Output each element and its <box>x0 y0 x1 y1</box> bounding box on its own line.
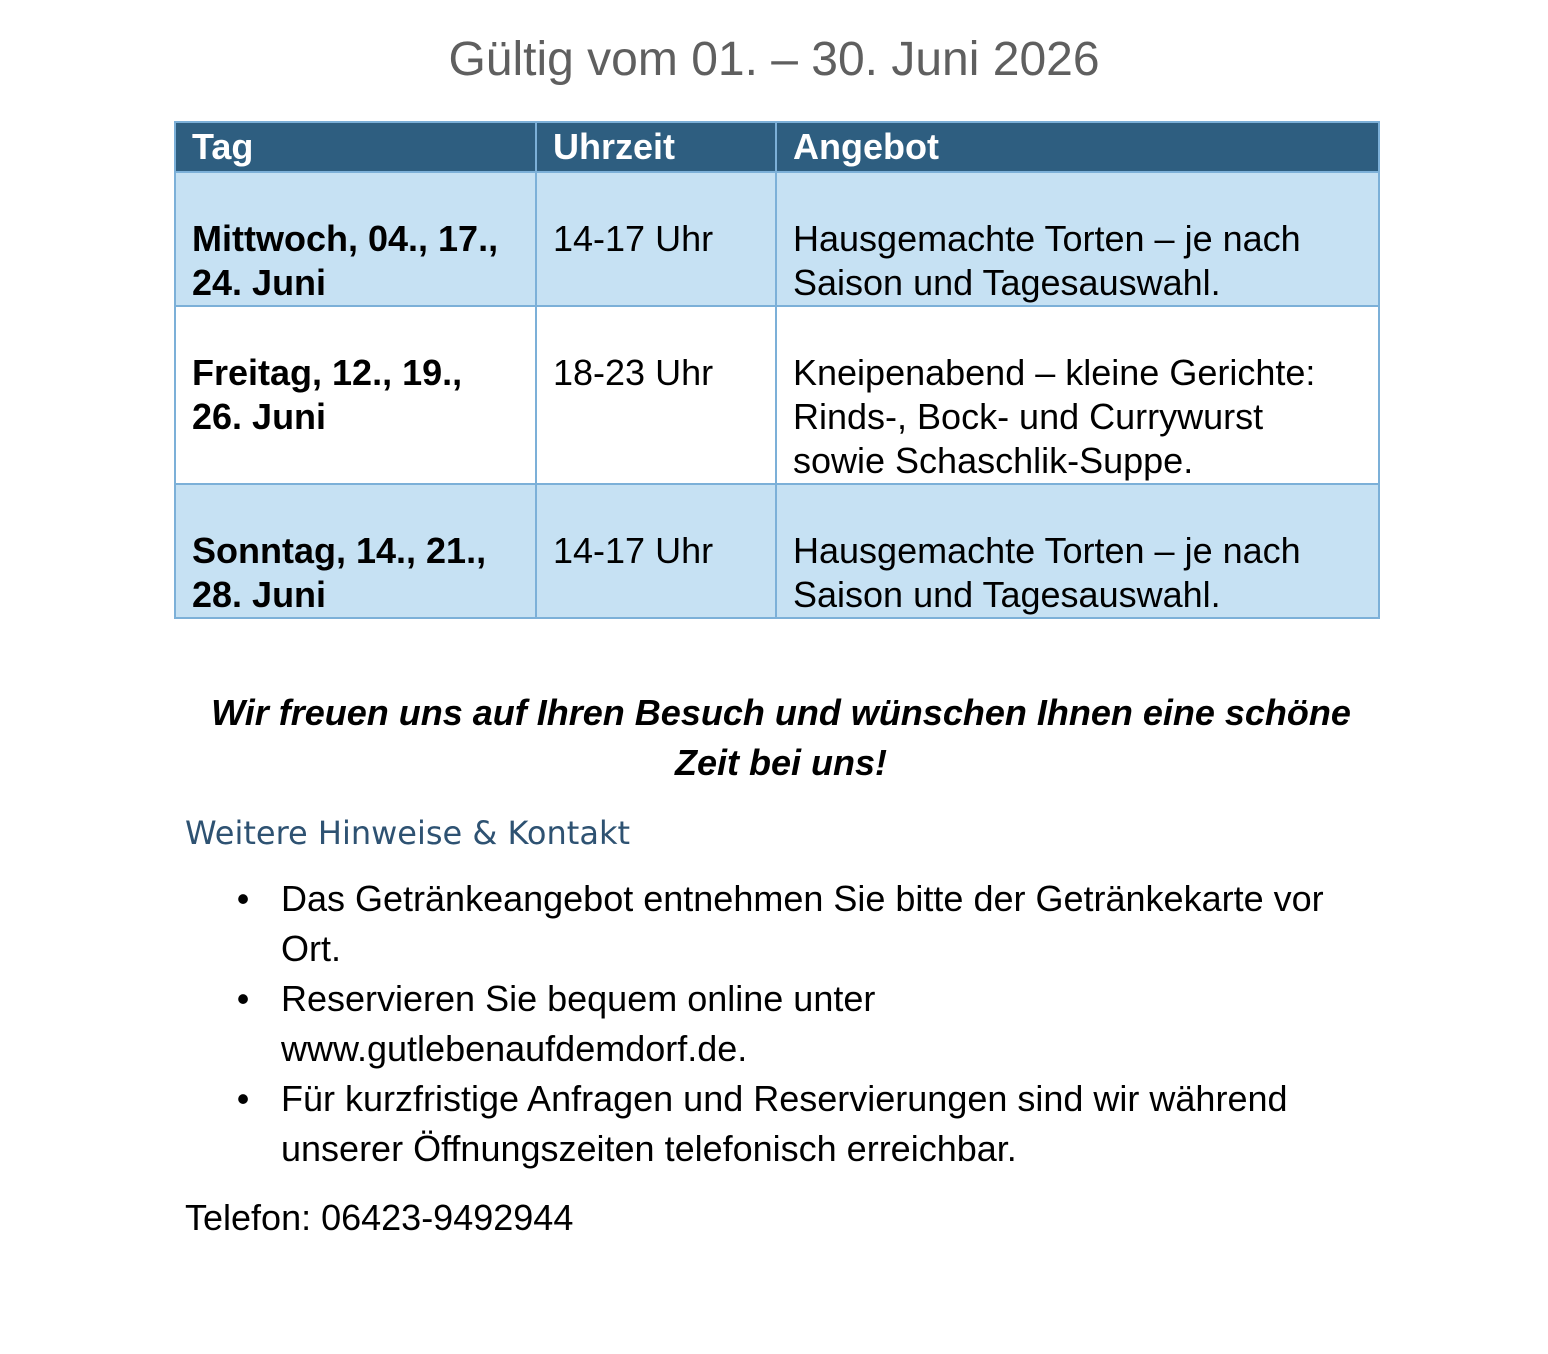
table-row <box>175 306 1379 484</box>
closing-message <box>174 688 1388 788</box>
day-cell <box>175 484 536 618</box>
bullet-icon: • <box>236 1078 250 1119</box>
day-cell <box>175 172 536 306</box>
offer-cell <box>776 306 1379 484</box>
note-line1: Das Getränkeangebot entnehmen Sie bitte der Getränkekarte vor <box>281 878 1324 919</box>
offer-cell <box>776 172 1379 306</box>
offer-line2: Saison und Tagesauswahl. <box>793 262 1221 303</box>
bullet-icon: • <box>236 878 250 919</box>
day-label-line1: Freitag, 12., 19., <box>192 352 463 393</box>
schedule-table <box>174 121 1380 619</box>
column-header-offer: Angebot <box>776 122 1379 172</box>
time-cell <box>536 172 776 306</box>
day-label-line1: Sonntag, 14., 21., <box>192 530 487 571</box>
section-heading-contact: Weitere Hinweise & Kontakt <box>185 814 631 852</box>
table-row <box>175 172 1379 306</box>
validity-heading: Gültig vom 01. – 30. Juni 2026 <box>448 33 1100 86</box>
list-item <box>233 874 1383 974</box>
offer-line3: sowie Schaschlik-Suppe. <box>793 440 1194 481</box>
day-label-line2: 26. Juni <box>192 396 327 437</box>
time-cell <box>536 306 776 484</box>
bullet-icon: • <box>236 978 250 1019</box>
note-line1: Für kurzfristige Anfragen und Reservierungen sind wir während <box>281 1078 1288 1119</box>
note-line2: unserer Öffnungszeiten telefonisch erreichbar. <box>281 1128 1017 1169</box>
time-label: 14-17 Uhr <box>553 530 714 571</box>
day-label-line2: 28. Juni <box>192 574 327 615</box>
note-line2: Ort. <box>281 928 341 969</box>
offer-cell <box>776 484 1379 618</box>
table-row <box>175 484 1379 618</box>
note-line1: Reservieren Sie bequem online unter <box>281 978 876 1019</box>
closing-line1: Wir freuen uns auf Ihren Besuch und wünschen Ihnen eine schöne <box>211 692 1351 733</box>
day-label-line1: Mittwoch, 04., 17., <box>192 218 499 259</box>
offer-line1: Hausgemachte Torten – je nach <box>793 218 1301 259</box>
offer-line2: Saison und Tagesauswahl. <box>793 574 1221 615</box>
phone-number: Telefon: 06423-9492944 <box>185 1197 574 1238</box>
note-website-link[interactable]: www.gutlebenaufdemdorf.de. <box>281 1028 748 1069</box>
notes-list <box>233 874 1383 1174</box>
time-label: 18-23 Uhr <box>553 352 714 393</box>
column-header-time: Uhrzeit <box>536 122 776 172</box>
offer-line2: Rinds-, Bock- und Currywurst <box>793 396 1264 437</box>
time-label: 14-17 Uhr <box>553 218 714 259</box>
list-item <box>233 974 1383 1074</box>
day-cell <box>175 306 536 484</box>
column-header-day: Tag <box>175 122 536 172</box>
day-label-line2: 24. Juni <box>192 262 327 303</box>
table-header-row <box>175 122 1379 172</box>
offer-line1: Kneipenabend – kleine Gerichte: <box>793 352 1316 393</box>
list-item <box>233 1074 1383 1174</box>
closing-line2: Zeit bei uns! <box>674 742 887 783</box>
offer-line1: Hausgemachte Torten – je nach <box>793 530 1301 571</box>
time-cell <box>536 484 776 618</box>
